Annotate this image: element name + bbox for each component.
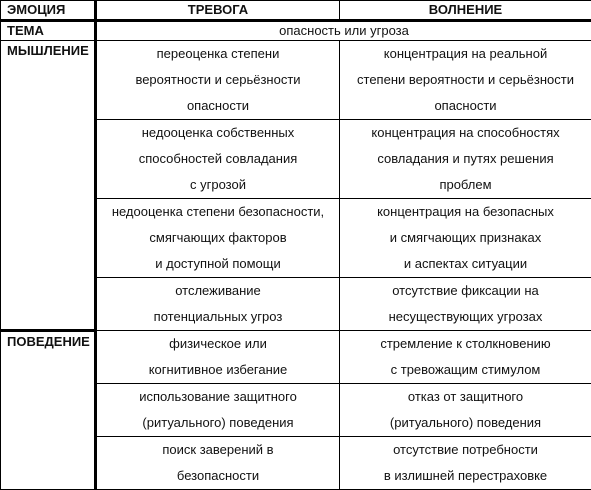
table-row — [1, 331, 591, 384]
table-cell-anxiety: использование защитного (ритуального) поведения — [96, 384, 340, 437]
section-label-thinking: МЫШЛЕНИЕ — [1, 41, 96, 331]
section-label-behavior: ПОВЕДЕНИЕ — [1, 331, 96, 490]
table-cell-excitement: концентрация на способностях совладания и путях решения проблем — [340, 120, 591, 199]
header-row — [1, 1, 591, 21]
table-cell-excitement: отсутствие потребности в излишней перестраховке — [340, 437, 591, 490]
table-row — [1, 41, 591, 120]
table-cell-anxiety: недооценка степени безопасности, смягчающих факторов и доступной помощи — [96, 199, 340, 278]
table-cell-excitement: отказ от защитного (ритуального) поведения — [340, 384, 591, 437]
table-cell-anxiety: поиск заверений в безопасности — [96, 437, 340, 490]
header-emotion: ЭМОЦИЯ — [1, 1, 96, 21]
table-cell-anxiety: недооценка собственных способностей совладания с угрозой — [96, 120, 340, 199]
topic-row — [1, 21, 591, 41]
table-cell-excitement: концентрация на реальной степени вероятности и серьёзности опасности — [340, 41, 591, 120]
table-cell-excitement: отсутствие фиксации на несуществующих угрозах — [340, 278, 591, 331]
table-cell-anxiety: физическое или когнитивное избегание — [96, 331, 340, 384]
table-cell-excitement: концентрация на безопасных и смягчающих признаках и аспектах ситуации — [340, 199, 591, 278]
header-excitement: ВОЛНЕНИЕ — [340, 1, 591, 21]
table-cell-anxiety: переоценка степени вероятности и серьёзности опасности — [96, 41, 340, 120]
topic-label: ТЕМА — [1, 21, 96, 41]
table-cell-anxiety: отслеживание потенциальных угроз — [96, 278, 340, 331]
table-cell-excitement: стремление к столкновению с тревожащим стимулом — [340, 331, 591, 384]
topic-value: опасность или угроза — [96, 21, 591, 41]
header-anxiety: ТРЕВОГА — [96, 1, 340, 21]
